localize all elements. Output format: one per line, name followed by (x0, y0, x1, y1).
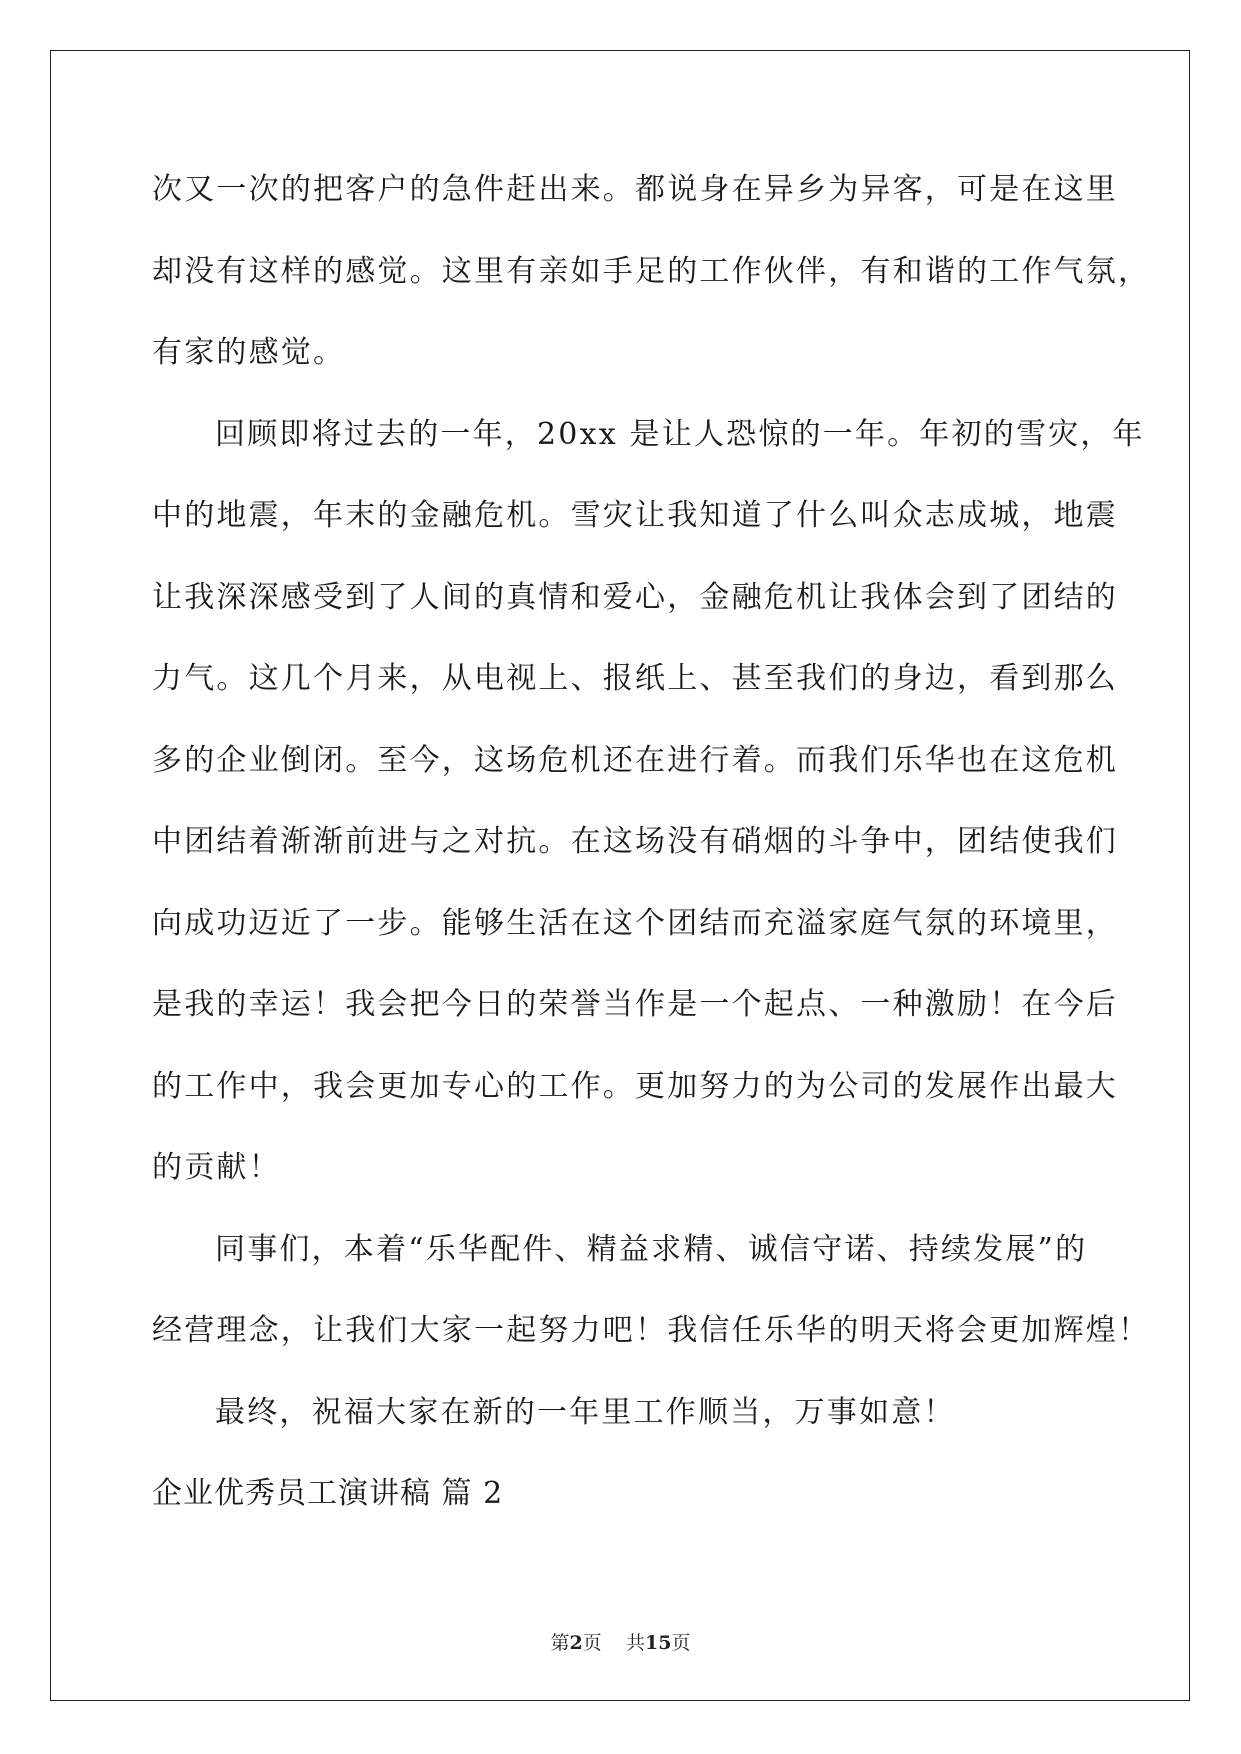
paragraph-2-line-5: 多的企业倒闭。至今，这场危机还在进行着。而我们乐华也在这危机 (152, 742, 1118, 778)
section-heading: 企业优秀员工演讲稿 篇 2 (152, 1476, 504, 1511)
footer-total-suffix: 页 (671, 1632, 691, 1654)
footer-prefix: 第 (550, 1632, 570, 1654)
document-body (152, 160, 1151, 1546)
paragraph-1-line-2: 却没有这样的感觉。这里有亲如手足的工作伙伴，有和谐的工作气氛， (152, 253, 1151, 289)
paragraph-2-line-6: 中团结着渐渐前进与之对抗。在这场没有硝烟的斗争中，团结使我们 (152, 824, 1118, 859)
footer-total-pages: 15 (644, 1632, 672, 1654)
paragraph-2-line-4: 力气。这几个月来，从电视上、报纸上、甚至我们的身边，看到那么 (152, 661, 1118, 696)
paragraph-3-line-2: 经营理念，让我们大家一起努力吧！我信任乐华的明天将会更加辉煌！ (152, 1313, 1151, 1348)
paragraph-1-line-1: 次又一次的把客户的急件赶出来。都说身在异乡为异客，可是在这里 (152, 172, 1118, 207)
footer-page-suffix: 页 (582, 1632, 602, 1654)
paragraph-3-line-1: 同事们，本着“乐华配件、精益求精、诚信守诺、持续发展”的 (215, 1231, 1088, 1267)
paragraph-4-line-1: 最终，祝福大家在新的一年里工作顺当，万事如意！ (215, 1394, 956, 1430)
paragraph-2-line-2: 中的地震，年末的金融危机。雪灾让我知道了什么叫众志成城，地震 (152, 498, 1118, 533)
page-footer (0, 1628, 1241, 1655)
paragraph-2-line-8: 是我的幸运！我会把今日的荣誉当作是一个起点、一种激励！在今后 (152, 987, 1118, 1022)
paragraph-2-line-9: 的工作中，我会更加专心的工作。更加努力的为公司的发展作出最大 (152, 1068, 1118, 1104)
paragraph-2-line-10: 的贡献！ (152, 1150, 281, 1185)
footer-total-prefix: 共 (625, 1632, 645, 1654)
footer-page-number: 2 (569, 1632, 583, 1654)
paragraph-2-line-3: 让我深深感受到了人间的真情和爱心，金融危机让我体会到了团结的 (152, 579, 1118, 615)
paragraph-1-line-3: 有家的感觉。 (152, 335, 346, 370)
paragraph-2-line-1: 回顾即将过去的一年，20xx 是让人恐惊的一年。年初的雪灾，年 (215, 416, 1145, 452)
paragraph-2-line-7: 向成功迈近了一步。能够生活在这个团结而充溢家庭气氛的环境里， (152, 905, 1118, 941)
